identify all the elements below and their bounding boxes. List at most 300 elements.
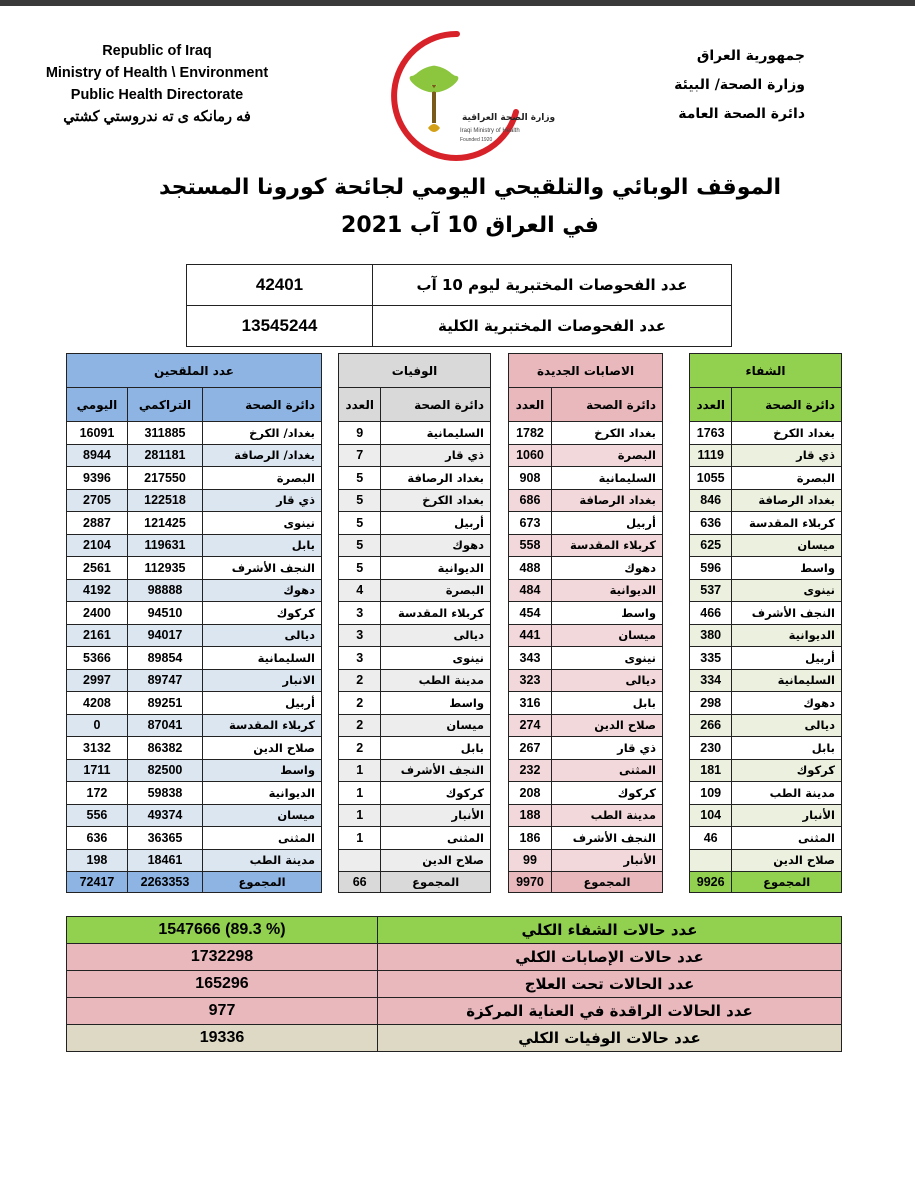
- dept-name: واسط: [732, 557, 842, 580]
- table-row: [67, 512, 322, 535]
- dept-name: أربيل: [551, 512, 662, 535]
- recovery-table: [689, 353, 842, 893]
- dept-name: كركوك: [203, 602, 322, 625]
- table-row: [339, 849, 491, 872]
- dept-name: ميسان: [732, 534, 842, 557]
- count-value: 1763: [690, 422, 732, 445]
- table-row: [509, 534, 663, 557]
- summary-table: [66, 916, 842, 1052]
- cumulative-value: 112935: [127, 557, 202, 580]
- count-value: 380: [690, 624, 732, 647]
- table-row: [67, 557, 322, 580]
- table-row: [67, 692, 322, 715]
- count-value: 232: [509, 759, 552, 782]
- lab-total-row: [187, 306, 732, 347]
- count-value: 266: [690, 714, 732, 737]
- count-value: 5: [339, 467, 381, 490]
- cumulative-value: 36365: [127, 827, 202, 850]
- count-value: 343: [509, 647, 552, 670]
- dept-name: نينوى: [732, 579, 842, 602]
- column-header-dept: دائرة الصحة: [381, 388, 491, 422]
- table-row: [339, 557, 491, 580]
- table-row: [509, 647, 663, 670]
- table-row: [690, 624, 842, 647]
- table-row: [67, 759, 322, 782]
- lab-tests-table: [186, 264, 732, 347]
- count-value: 466: [690, 602, 732, 625]
- count-value: 625: [690, 534, 732, 557]
- count-value: 5: [339, 489, 381, 512]
- table-row: [509, 782, 663, 805]
- lab-total-value: 13545244: [187, 306, 373, 347]
- dept-name: البصرة: [203, 467, 322, 490]
- table-row: [509, 737, 663, 760]
- dept-name: كربلاء المقدسة: [203, 714, 322, 737]
- count-value: 4: [339, 579, 381, 602]
- daily-value: 2997: [67, 669, 128, 692]
- count-value: 537: [690, 579, 732, 602]
- dept-name: صلاح الدين: [381, 849, 491, 872]
- table-row: [67, 669, 322, 692]
- header-english: [22, 40, 292, 128]
- report-date: في العراق 10 آب 2021: [341, 213, 599, 238]
- table-row: [339, 782, 491, 805]
- table-row: [509, 827, 663, 850]
- count-value: 1: [339, 804, 381, 827]
- summary-row: [67, 971, 842, 998]
- count-value: 484: [509, 579, 552, 602]
- dept-name: كربلاء المقدسة: [732, 512, 842, 535]
- cumulative-value: 59838: [127, 782, 202, 805]
- total-value: 9926: [690, 872, 732, 893]
- dept-name: صلاح الدين: [203, 737, 322, 760]
- table-row: [339, 602, 491, 625]
- new_cases-columns-row: [509, 388, 663, 422]
- table-row: [509, 489, 663, 512]
- summary-label: عدد الحالات الراقدة في العناية المركزة: [378, 998, 842, 1025]
- cumulative-value: 94510: [127, 602, 202, 625]
- table-row: [690, 534, 842, 557]
- column-header-count: العدد: [690, 388, 732, 422]
- count-value: 335: [690, 647, 732, 670]
- table-row: [690, 804, 842, 827]
- count-value: 1: [339, 759, 381, 782]
- table-row: [339, 422, 491, 445]
- table-row: [67, 737, 322, 760]
- dept-name: النجف الأشرف: [381, 759, 491, 782]
- table-row: [339, 534, 491, 557]
- dept-name: نينوى: [551, 647, 662, 670]
- table-row: [67, 827, 322, 850]
- table-row: [690, 737, 842, 760]
- summary-value: 165296: [67, 971, 378, 998]
- deaths-title: الوفيات: [339, 354, 491, 388]
- daily-value: 2705: [67, 489, 128, 512]
- dept-name: ميسان: [551, 624, 662, 647]
- vaccinated-total-row: [67, 872, 322, 893]
- deaths-title-row: [339, 354, 491, 388]
- table-row: [67, 422, 322, 445]
- count-value: 7: [339, 444, 381, 467]
- count-value: 488: [509, 557, 552, 580]
- daily-value: 5366: [67, 647, 128, 670]
- dept-name: النجف الأشرف: [203, 557, 322, 580]
- table-row: [690, 512, 842, 535]
- dept-name: بابل: [732, 737, 842, 760]
- count-value: 686: [509, 489, 552, 512]
- daily-value: 1711: [67, 759, 128, 782]
- column-header-count: العدد: [339, 388, 381, 422]
- count-value: 109: [690, 782, 732, 805]
- dept-name: السليمانية: [381, 422, 491, 445]
- table-row: [690, 647, 842, 670]
- count-value: 46: [690, 827, 732, 850]
- total-cumulative: 2263353: [127, 872, 202, 893]
- dept-name: الديوانية: [381, 557, 491, 580]
- column-header-dept: دائرة الصحة: [551, 388, 662, 422]
- table-row: [509, 849, 663, 872]
- table-row: [67, 624, 322, 647]
- vaccinated-title-row: [67, 354, 322, 388]
- count-value: 3: [339, 624, 381, 647]
- column-header-dept: دائرة الصحة: [203, 388, 322, 422]
- count-value: 3: [339, 647, 381, 670]
- table-row: [690, 422, 842, 445]
- deaths-columns-row: [339, 388, 491, 422]
- dept-name: كركوك: [551, 782, 662, 805]
- dept-name: بابل: [203, 534, 322, 557]
- dept-name: بغداد الكرخ: [732, 422, 842, 445]
- count-value: [690, 849, 732, 872]
- table-row: [67, 804, 322, 827]
- cumulative-value: 281181: [127, 444, 202, 467]
- count-value: 908: [509, 467, 552, 490]
- summary-row: [67, 1025, 842, 1052]
- dept-name: بغداد/ الكرخ: [203, 422, 322, 445]
- count-value: 181: [690, 759, 732, 782]
- daily-value: 556: [67, 804, 128, 827]
- count-value: 636: [690, 512, 732, 535]
- count-value: 104: [690, 804, 732, 827]
- dept-name: بغداد الرصافة: [732, 489, 842, 512]
- table-row: [690, 579, 842, 602]
- dept-name: المثنى: [381, 827, 491, 850]
- table-row: [509, 669, 663, 692]
- dept-name: بغداد الرصافة: [551, 489, 662, 512]
- table-row: [690, 827, 842, 850]
- count-value: 208: [509, 782, 552, 805]
- cumulative-value: 89251: [127, 692, 202, 715]
- new-cases-table: [508, 353, 663, 893]
- lab-daily-value: 42401: [187, 265, 373, 306]
- daily-value: 2887: [67, 512, 128, 535]
- count-value: 267: [509, 737, 552, 760]
- summary-row: [67, 917, 842, 944]
- dept-name: ذي قار: [732, 444, 842, 467]
- dept-name: صلاح الدين: [732, 849, 842, 872]
- new_cases-title-row: [509, 354, 663, 388]
- dept-name: ذي قار: [381, 444, 491, 467]
- dept-name: نينوى: [381, 647, 491, 670]
- recovery-columns-row: [690, 388, 842, 422]
- daily-value: 3132: [67, 737, 128, 760]
- dept-name: كربلاء المقدسة: [551, 534, 662, 557]
- table-row: [690, 467, 842, 490]
- table-row: [339, 669, 491, 692]
- count-value: 5: [339, 512, 381, 535]
- table-row: [67, 467, 322, 490]
- daily-value: 0: [67, 714, 128, 737]
- table-row: [690, 692, 842, 715]
- count-value: 1: [339, 827, 381, 850]
- dept-name: واسط: [551, 602, 662, 625]
- dept-name: كركوك: [381, 782, 491, 805]
- dept-name: البصرة: [381, 579, 491, 602]
- table-row: [509, 512, 663, 535]
- dept-name: النجف الأشرف: [732, 602, 842, 625]
- dept-name: بغداد/ الرصافة: [203, 444, 322, 467]
- vaccinated-title: عدد الملقحين: [67, 354, 322, 388]
- table-row: [690, 782, 842, 805]
- table-row: [509, 759, 663, 782]
- dept-name: المثنى: [732, 827, 842, 850]
- dept-name: أربيل: [732, 647, 842, 670]
- table-row: [690, 557, 842, 580]
- summary-value: 1732298: [67, 944, 378, 971]
- cumulative-value: 98888: [127, 579, 202, 602]
- column-header-dept: دائرة الصحة: [732, 388, 842, 422]
- table-row: [690, 669, 842, 692]
- report-title: الموقف الوبائي والتلقيحي اليومي لجائحة كورونا المستجد: [158, 175, 782, 200]
- ministry-logo: [382, 28, 556, 163]
- table-row: [67, 602, 322, 625]
- cumulative-value: 49374: [127, 804, 202, 827]
- count-value: 5: [339, 557, 381, 580]
- table-row: [690, 444, 842, 467]
- count-value: 2: [339, 714, 381, 737]
- column-header-count: العدد: [509, 388, 552, 422]
- table-row: [690, 489, 842, 512]
- top-border: [0, 0, 915, 6]
- table-row: [339, 624, 491, 647]
- dept-name: البصرة: [551, 444, 662, 467]
- logo-text-en: Iraqi Ministry of Health: [460, 128, 520, 134]
- table-row: [339, 579, 491, 602]
- count-value: 3: [339, 602, 381, 625]
- table-row: [67, 714, 322, 737]
- count-value: 323: [509, 669, 552, 692]
- dept-name: أربيل: [381, 512, 491, 535]
- count-value: 99: [509, 849, 552, 872]
- count-value: 5: [339, 534, 381, 557]
- dept-name: ديالى: [381, 624, 491, 647]
- dept-name: نينوى: [203, 512, 322, 535]
- dept-name: صلاح الدين: [551, 714, 662, 737]
- dept-name: ديالى: [732, 714, 842, 737]
- daily-value: 172: [67, 782, 128, 805]
- table-row: [67, 849, 322, 872]
- daily-value: 16091: [67, 422, 128, 445]
- dept-name: ميسان: [381, 714, 491, 737]
- daily-value: 8944: [67, 444, 128, 467]
- summary-label: عدد حالات الإصابات الكلي: [378, 944, 842, 971]
- dept-name: الأنبار: [551, 849, 662, 872]
- table-row: [339, 489, 491, 512]
- dept-name: الأنبار: [381, 804, 491, 827]
- table-row: [339, 714, 491, 737]
- table-row: [509, 692, 663, 715]
- count-value: 1782: [509, 422, 552, 445]
- dept-name: الديوانية: [203, 782, 322, 805]
- vaccinated-table: [66, 353, 322, 893]
- cumulative-value: 311885: [127, 422, 202, 445]
- count-value: 298: [690, 692, 732, 715]
- new_cases-title: الاصابات الجديدة: [509, 354, 663, 388]
- count-value: 1: [339, 782, 381, 805]
- header-ar-ministry: وزارة الصحة/ البيئة: [674, 77, 805, 93]
- dept-name: دهوك: [551, 557, 662, 580]
- dept-name: واسط: [381, 692, 491, 715]
- daily-value: 198: [67, 849, 128, 872]
- logo-text-ar: وزارة الصحة العراقية: [462, 113, 556, 123]
- cumulative-value: 82500: [127, 759, 202, 782]
- count-value: 9: [339, 422, 381, 445]
- table-row: [67, 579, 322, 602]
- dept-name: بغداد الرصافة: [381, 467, 491, 490]
- dept-name: أربيل: [203, 692, 322, 715]
- daily-value: 2561: [67, 557, 128, 580]
- daily-value: 4208: [67, 692, 128, 715]
- dept-name: الانبار: [203, 669, 322, 692]
- header-arabic: [605, 42, 805, 129]
- count-value: 558: [509, 534, 552, 557]
- header-en-directorate: Public Health Directorate: [70, 87, 244, 103]
- cumulative-value: 94017: [127, 624, 202, 647]
- total-label: المجموع: [732, 872, 842, 893]
- dept-name: الديوانية: [551, 579, 662, 602]
- table-row: [339, 512, 491, 535]
- table-row: [339, 647, 491, 670]
- total-label: المجموع: [551, 872, 662, 893]
- cumulative-value: 121425: [127, 512, 202, 535]
- table-row: [67, 782, 322, 805]
- column-header-cumulative: التراكمي: [127, 388, 202, 422]
- header-kurdish: فه رمانكه ى ته ندروستي كشتي: [63, 109, 251, 125]
- recovery-total-row: [690, 872, 842, 893]
- cumulative-value: 87041: [127, 714, 202, 737]
- count-value: 188: [509, 804, 552, 827]
- cumulative-value: 18461: [127, 849, 202, 872]
- dept-name: مدينة الطب: [381, 669, 491, 692]
- daily-value: 636: [67, 827, 128, 850]
- table-row: [509, 602, 663, 625]
- summary-label: عدد الحالات تحت العلاج: [378, 971, 842, 998]
- total-label: المجموع: [381, 872, 491, 893]
- dept-name: دهوك: [381, 534, 491, 557]
- total-value: 9970: [509, 872, 552, 893]
- dept-name: واسط: [203, 759, 322, 782]
- dept-name: ذي قار: [203, 489, 322, 512]
- total-label: المجموع: [203, 872, 322, 893]
- count-value: [339, 849, 381, 872]
- table-row: [509, 804, 663, 827]
- dept-name: النجف الأشرف: [551, 827, 662, 850]
- table-row: [67, 647, 322, 670]
- vaccinated-columns-row: [67, 388, 322, 422]
- summary-row: [67, 998, 842, 1025]
- dept-name: المثنى: [203, 827, 322, 850]
- lab-daily-row: [187, 265, 732, 306]
- lab-total-label: عدد الفحوصات المختبرية الكلية: [373, 306, 732, 347]
- table-row: [509, 579, 663, 602]
- dept-name: بابل: [381, 737, 491, 760]
- summary-value: 977: [67, 998, 378, 1025]
- table-row: [339, 827, 491, 850]
- daily-value: 2161: [67, 624, 128, 647]
- table-row: [690, 714, 842, 737]
- summary-value: 1547666 (89.3 %): [67, 917, 378, 944]
- table-row: [690, 759, 842, 782]
- cumulative-value: 89747: [127, 669, 202, 692]
- summary-label: عدد حالات الوفيات الكلي: [378, 1025, 842, 1052]
- table-row: [509, 624, 663, 647]
- total-daily: 72417: [67, 872, 128, 893]
- logo-founded: Founded 1920: [460, 137, 493, 143]
- dept-name: مدينة الطب: [203, 849, 322, 872]
- table-row: [339, 467, 491, 490]
- daily-value: 9396: [67, 467, 128, 490]
- deaths-total-row: [339, 872, 491, 893]
- count-value: 2: [339, 669, 381, 692]
- table-row: [509, 467, 663, 490]
- table-row: [509, 714, 663, 737]
- dept-name: مدينة الطب: [551, 804, 662, 827]
- deaths-table: [338, 353, 491, 893]
- column-header-daily: اليومي: [67, 388, 128, 422]
- table-row: [690, 602, 842, 625]
- dept-name: كربلاء المقدسة: [381, 602, 491, 625]
- header-en-country: Republic of Iraq: [102, 43, 212, 59]
- dept-name: ديالى: [203, 624, 322, 647]
- dept-name: ميسان: [203, 804, 322, 827]
- dept-name: البصرة: [732, 467, 842, 490]
- dept-name: الأنبار: [732, 804, 842, 827]
- cumulative-value: 119631: [127, 534, 202, 557]
- count-value: 1055: [690, 467, 732, 490]
- header-ar-directorate: دائرة الصحة العامة: [678, 106, 805, 122]
- count-value: 441: [509, 624, 552, 647]
- table-row: [339, 444, 491, 467]
- count-value: 596: [690, 557, 732, 580]
- lab-daily-label: عدد الفحوصات المختبرية ليوم 10 آب: [373, 265, 732, 306]
- table-row: [509, 444, 663, 467]
- daily-value: 4192: [67, 579, 128, 602]
- count-value: 230: [690, 737, 732, 760]
- recovery-title: الشفاء: [690, 354, 842, 388]
- dept-name: بغداد الكرخ: [551, 422, 662, 445]
- dept-name: المثنى: [551, 759, 662, 782]
- cumulative-value: 89854: [127, 647, 202, 670]
- daily-value: 2400: [67, 602, 128, 625]
- cumulative-value: 217550: [127, 467, 202, 490]
- header-ar-country: جمهورية العراق: [696, 48, 805, 64]
- summary-label: عدد حالات الشفاء الكلي: [378, 917, 842, 944]
- table-row: [509, 422, 663, 445]
- dept-name: دهوك: [203, 579, 322, 602]
- table-row: [339, 759, 491, 782]
- table-row: [509, 557, 663, 580]
- header-en-ministry: Ministry of Health \ Environment: [45, 65, 269, 81]
